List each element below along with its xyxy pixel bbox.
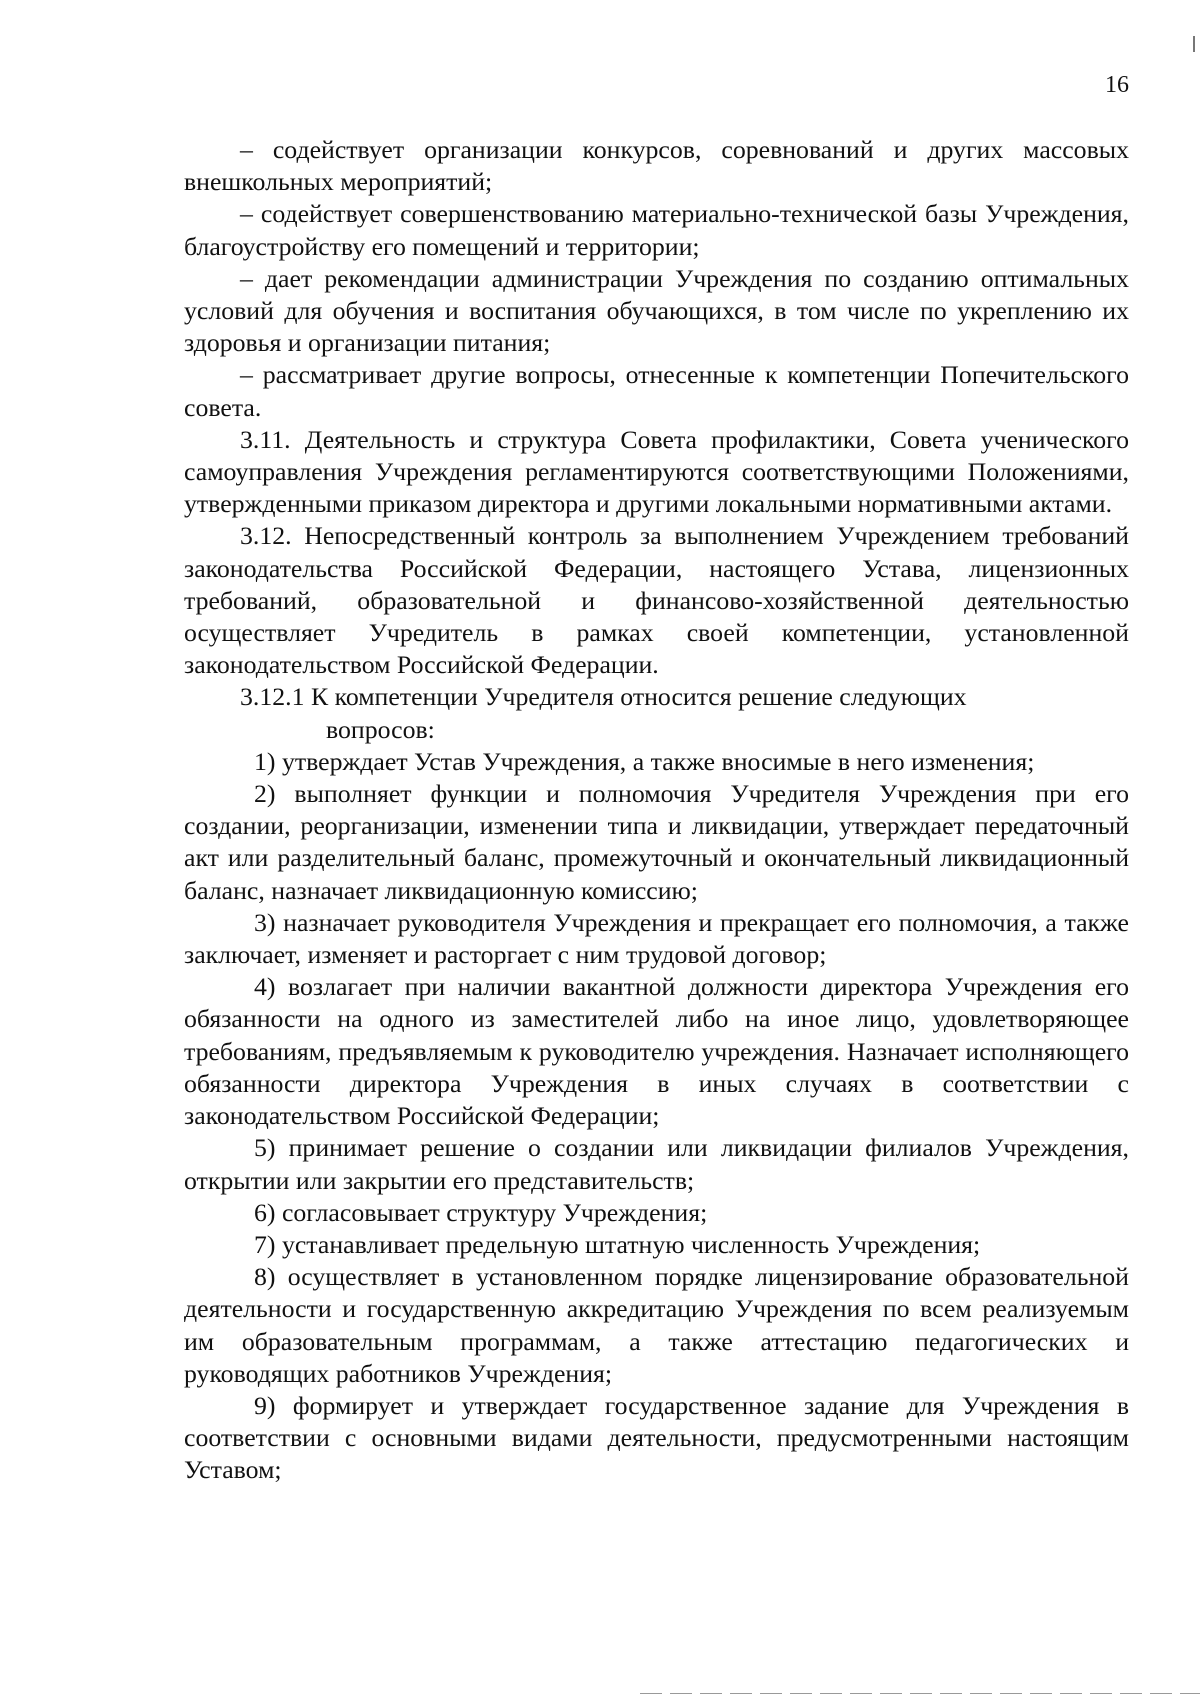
paragraph-contests: – содействует организации конкурсов, соревнований и других массовых внешкольных мероприятий;: [184, 135, 1129, 197]
page-number: 16: [1105, 72, 1129, 98]
list-item-4: 4) возлагает при наличии вакантной должности директора Учреждения его обязанности на одного из заместителей либо на иное лицо, удовлетворяющее требованиям, предъявляемым к руководителю учреждения. Назначает исполняющего обязанности директора Учреждения в иных случаях в соответствии с законодательством Российской Федерации;: [184, 972, 1129, 1131]
paragraph-3-12-1-continuation: вопросов:: [326, 714, 435, 744]
list-item-8: 8) осуществляет в установленном порядке лицензирование образовательной деятельности и государственную аккредитацию Учреждения по всем реализуемым им образовательным программам, а также аттестацию педагогических и руководящих работников Учреждения;: [184, 1262, 1129, 1388]
list-item-6: 6) согласовывает структуру Учреждения;: [254, 1197, 708, 1227]
paragraph-3-12-1: 3.12.1 К компетенции Учредителя относится решение следующих: [240, 682, 967, 712]
list-item-5: 5) принимает решение о создании или ликвидации филиалов Учреждения, открытии или закрытии его представительств;: [184, 1133, 1129, 1195]
document-body: [184, 134, 1129, 1487]
list-item-7: 7) устанавливает предельную штатную численность Учреждения;: [254, 1229, 981, 1259]
paragraph-3-12: 3.12. Непосредственный контроль за выполнением Учреждением требований законодательства Российской Федерации, настоящего Устава, лицензионных требований, образовательной и финансово-хозяйственной деятельностью осуществляет Учредитель в рамках своей компетенции, установленной законодательством Российской Федерации.: [184, 521, 1129, 680]
paragraph-3-11: 3.11. Деятельность и структура Совета профилактики, Совета ученического самоуправления Учреждения регламентируются соответствующими Положениями, утвержденными приказом директора и другими локальными нормативными актами.: [184, 424, 1129, 519]
list-item-2: 2) выполняет функции и полномочия Учредителя Учреждения при его создании, реорганизации, изменении типа и ликвидации, утверждает передаточный акт или разделительный баланс, промежуточный и окончательный ликвидационный баланс, назначает ликвидационную комиссию;: [184, 779, 1129, 905]
scan-margin-mark: [1193, 36, 1195, 52]
list-item-1: 1) утверждает Устав Учреждения, а также вносимые в него изменения;: [254, 746, 1035, 776]
list-item-9: 9) формирует и утверждает государственное задание для Учреждения в соответствии с основными видами деятельности, предусмотренными настоящим Уставом;: [184, 1390, 1129, 1485]
paragraph-recommendations: – дает рекомендации администрации Учреждения по созданию оптимальных условий для обучения и воспитания обучающихся, в том числе по укреплению их здоровья и организации питания;: [184, 263, 1129, 358]
paragraph-material-base: – содействует совершенствованию материально-технической базы Учреждения, благоустройству его помещений и территории;: [184, 199, 1129, 261]
scan-bottom-line: [640, 1693, 1200, 1694]
paragraph-other-questions: – рассматривает другие вопросы, отнесенные к компетенции Попечительского совета.: [184, 360, 1129, 422]
list-item-3: 3) назначает руководителя Учреждения и прекращает его полномочия, а также заключает, изменяет и расторгает с ним трудовой договор;: [184, 907, 1129, 970]
